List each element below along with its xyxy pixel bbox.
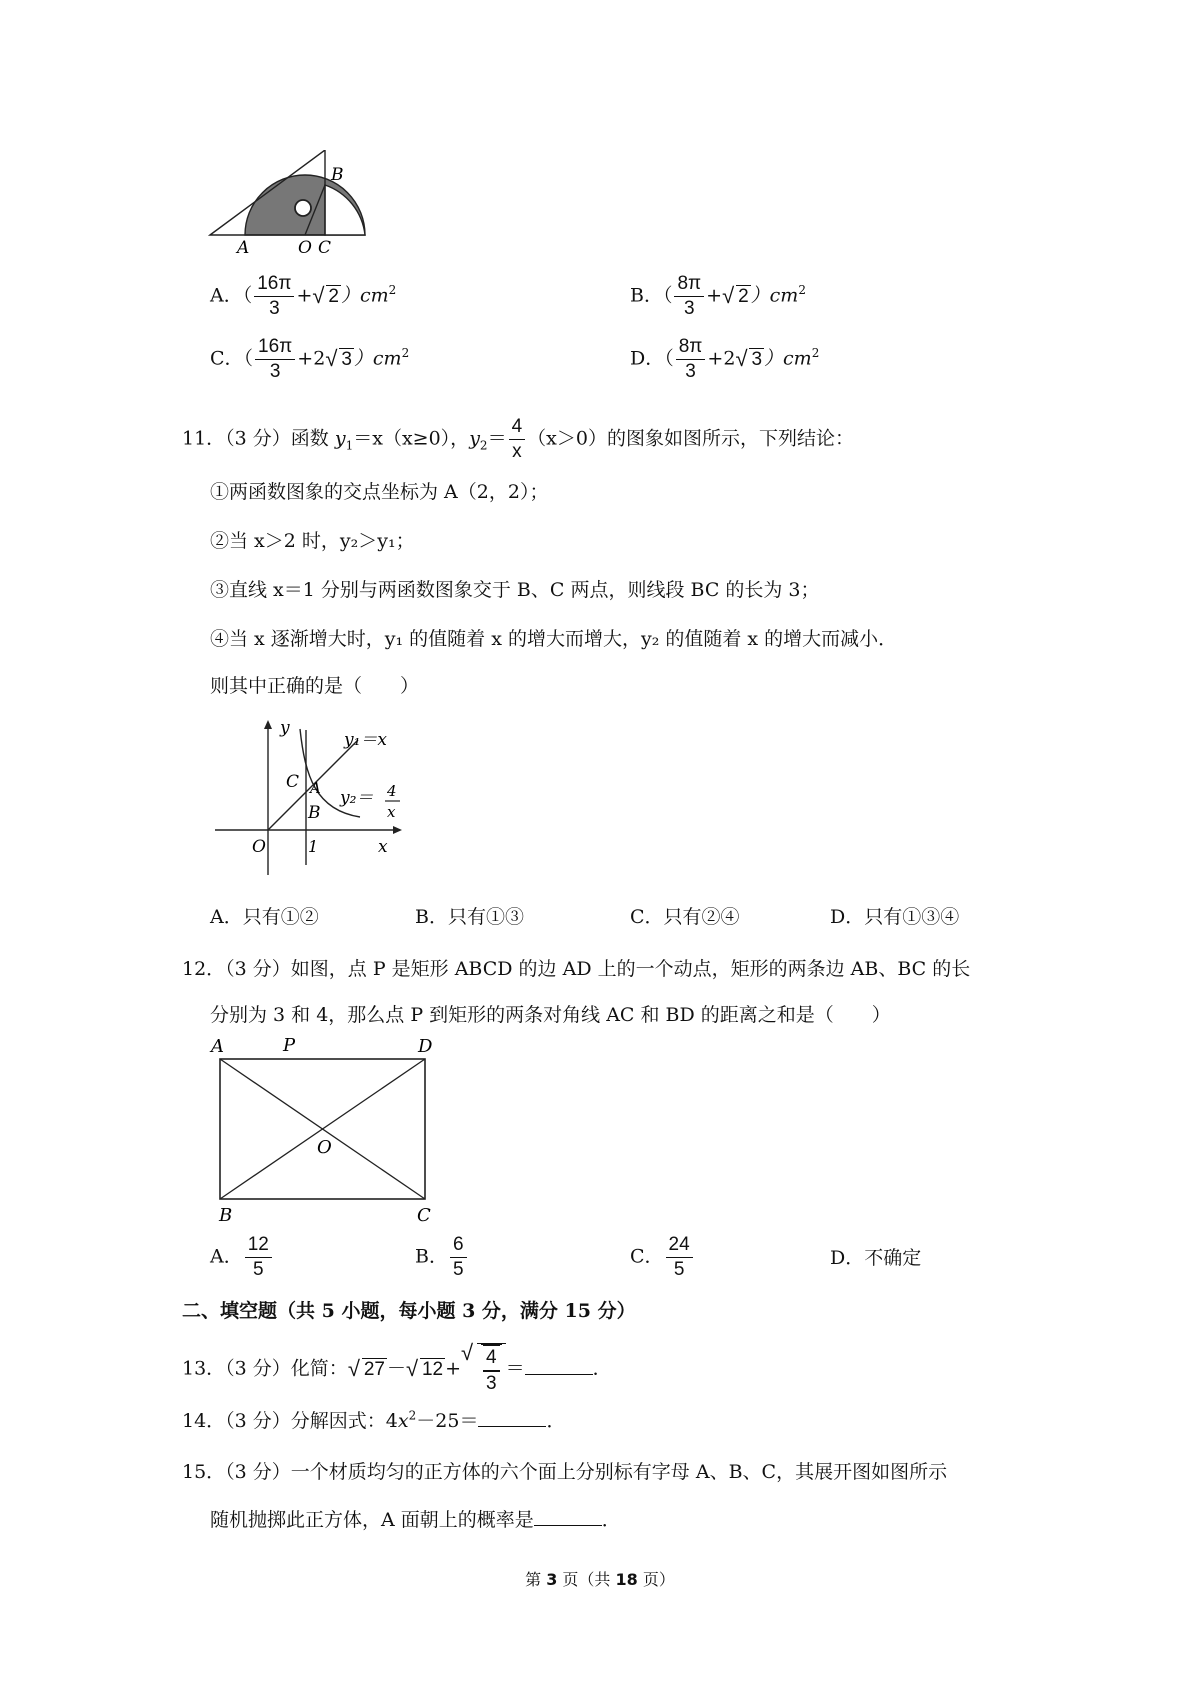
- q11-option-a[interactable]: A．只有①②: [210, 906, 319, 928]
- y-axis-arrow: [264, 720, 272, 729]
- minus-sign: －: [386, 1357, 406, 1380]
- q14-end: ．: [546, 1410, 566, 1432]
- option-letter: C．（: [210, 347, 254, 370]
- label-p: P: [283, 1035, 296, 1056]
- q11-statement-2: ②当 x＞2 时，y₂＞y₁；: [210, 530, 415, 552]
- sqrt: [406, 1359, 445, 1381]
- fraction-numerator: 24: [666, 1233, 693, 1258]
- plus-sign: +: [296, 284, 313, 307]
- q11-stem-prefix: 11．（3 分）函数: [182, 427, 335, 450]
- fraction: [674, 272, 704, 321]
- section-heading: 二、填空题（共 5 小题，每小题 3 分，满分 15 分）: [182, 1300, 636, 1322]
- plus-sign: +: [706, 284, 723, 307]
- q10-label-b: B: [331, 165, 344, 185]
- q14-var: x: [397, 1410, 409, 1432]
- label-x: x: [378, 837, 388, 857]
- q11-stem-mid: ＝x（x≥0），: [353, 427, 470, 450]
- option-letter: D．（: [630, 347, 674, 370]
- sqrt: [735, 349, 764, 371]
- option-letter: B．: [415, 1245, 448, 1268]
- fraction-numerator: 8π: [674, 272, 704, 297]
- plus-sign: +: [445, 1357, 462, 1380]
- q13-answer-blank[interactable]: [525, 1356, 593, 1375]
- q11-y1-var: y: [334, 427, 346, 450]
- q15-end: ．: [601, 1509, 621, 1531]
- radicand: 3: [751, 348, 763, 370]
- radicand: 27: [363, 1358, 385, 1380]
- q11-option-b[interactable]: B．只有①③: [415, 906, 524, 928]
- q11-option-d[interactable]: D．只有①③④: [830, 906, 960, 928]
- label-y: y: [280, 718, 290, 738]
- fraction: [450, 1233, 467, 1282]
- q13-prefix: 13．（3 分）化简：: [182, 1357, 348, 1380]
- fraction-denominator: 3: [684, 298, 695, 319]
- q10-option-b[interactable]: [630, 272, 806, 321]
- fraction-denominator: 5: [253, 1259, 264, 1280]
- unit-exponent: 2: [798, 283, 806, 298]
- q10-option-c[interactable]: [210, 335, 409, 384]
- unit: ）cm: [750, 284, 799, 307]
- q13: [182, 1343, 612, 1396]
- q14-exp: 2: [408, 1408, 417, 1423]
- q15-line2-text: 随机抛掷此正方体，A 面朝上的概率是: [210, 1509, 534, 1531]
- q10-small-circle: [295, 200, 311, 216]
- unit-exponent: 2: [811, 346, 820, 361]
- q10-option-d[interactable]: [630, 335, 819, 384]
- label-a: A: [310, 779, 321, 797]
- q11-stem-suffix: （x＞0）的图象如图所示，下列结论：: [527, 427, 854, 450]
- radicand: 12: [421, 1358, 444, 1380]
- label-b: B: [219, 1205, 233, 1225]
- label-o: O: [317, 1137, 332, 1158]
- fraction: [255, 335, 295, 384]
- label-b: B: [308, 803, 321, 823]
- footer-post: 页）: [637, 1570, 675, 1589]
- q11-stem: 11．（3 分）函数 $y_1=x(x\ge 0)$，$y_2=$ $\frac{4}{x}$ （x＞0）的图象如图所示，下列结论：: [182, 416, 854, 462]
- unit: ）cm: [764, 347, 812, 370]
- unit-exponent: 2: [401, 346, 410, 361]
- q13-end: ．: [592, 1357, 612, 1380]
- sqrt-fraction: [461, 1343, 506, 1396]
- option-letter: B．（: [630, 284, 673, 307]
- sqrt: [312, 286, 341, 308]
- q11-y2-var: y: [469, 427, 480, 450]
- unit-exponent: 2: [388, 283, 397, 298]
- fraction: [666, 1233, 693, 1282]
- fraction-numerator: 16π: [254, 272, 294, 297]
- q10-label-o: O: [298, 238, 312, 255]
- fraction-denominator: 3: [685, 361, 696, 382]
- unit: ）cm: [340, 284, 389, 307]
- q12-option-a[interactable]: [210, 1233, 274, 1282]
- option-letter: A．: [210, 1245, 243, 1268]
- fraction-denominator: 3: [483, 1371, 500, 1396]
- label-y2-num: 4: [387, 782, 397, 800]
- q10-figure: [205, 150, 380, 255]
- sqrt: [722, 286, 751, 308]
- label-c: C: [286, 772, 300, 792]
- q12-stem-line2: 分别为 3 和 4，那么点 P 到矩形的两条对角线 AC 和 BD 的距离之和是（ ）: [210, 1004, 891, 1026]
- unit: ）cm: [353, 347, 402, 370]
- fraction: [254, 272, 294, 321]
- label-one: 1: [308, 837, 319, 856]
- q12-option-c[interactable]: [630, 1233, 695, 1282]
- fraction-numerator: 12: [245, 1233, 272, 1258]
- option-text: 不确定: [864, 1247, 922, 1269]
- q11-fraction: [509, 415, 526, 464]
- fraction: [676, 335, 706, 384]
- q15-line1: 15．（3 分）一个材质均匀的正方体的六个面上分别标有字母 A、B、C，其展开图如图所示: [182, 1461, 948, 1483]
- footer-page-number: 3: [546, 1570, 558, 1589]
- equals-sign: ＝: [505, 1357, 525, 1380]
- fraction-numerator: 4: [509, 415, 526, 440]
- q11-question: 则其中正确的是（ ）: [210, 675, 420, 697]
- fraction: [245, 1233, 272, 1282]
- radicand: 3: [341, 348, 352, 370]
- fraction-numerator: 8π: [676, 335, 706, 360]
- q11-stem-eq: ＝: [487, 427, 507, 450]
- fraction-denominator: 3: [269, 298, 280, 319]
- q14: [182, 1406, 565, 1433]
- radicand: 2: [328, 285, 339, 307]
- option-letter: D．: [830, 1247, 865, 1269]
- footer-mid: 页（共: [557, 1570, 616, 1589]
- fraction-denominator: 3: [269, 361, 281, 382]
- q12-stem-line1: 12．（3 分）如图，点 P 是矩形 ABCD 的边 AD 上的一个动点，矩形的两条边 AB、BC 的长: [182, 958, 971, 980]
- label-c: C: [417, 1205, 431, 1225]
- fraction-numerator: 6: [450, 1233, 467, 1258]
- option-letter: A．（: [210, 284, 253, 307]
- radicand: [477, 1343, 506, 1396]
- fraction-denominator: 5: [452, 1259, 464, 1280]
- q12-option-d[interactable]: [830, 1243, 921, 1270]
- option-letter: C．: [630, 1245, 664, 1268]
- q15-line2: [210, 1505, 621, 1532]
- q10-option-a[interactable]: [210, 272, 396, 321]
- coefficient: 2: [723, 347, 736, 370]
- fraction-denominator: 5: [673, 1259, 685, 1280]
- q12-option-b[interactable]: [415, 1233, 469, 1282]
- sqrt: [348, 1359, 387, 1381]
- x-axis-arrow: [393, 826, 402, 834]
- q14-prefix: 14．（3 分）分解因式：4: [182, 1410, 398, 1432]
- q12-figure: [205, 1035, 445, 1225]
- fraction-numerator: √ 4: [483, 1345, 500, 1371]
- q15-answer-blank[interactable]: [534, 1507, 602, 1526]
- label-o: O: [252, 837, 266, 857]
- label-y2-den: x: [387, 803, 396, 821]
- sqrt: [325, 349, 354, 371]
- footer-total-pages: 18: [615, 1570, 638, 1589]
- coefficient: 2: [313, 347, 326, 370]
- footer-pre: 第: [525, 1570, 547, 1589]
- fraction: [481, 1344, 502, 1396]
- q10-label-a: A: [237, 238, 250, 255]
- q11-option-c[interactable]: C．只有②④: [630, 906, 740, 928]
- radicand: 2: [738, 285, 749, 307]
- q11-statement-1: ①两函数图象的交点坐标为 A（2，2）；: [210, 481, 549, 503]
- q11-graph: [210, 715, 410, 880]
- fraction-numerator: 16π: [255, 335, 295, 360]
- q10-label-c: C: [318, 238, 332, 255]
- fraction-denominator: x: [512, 441, 522, 462]
- label-a: A: [211, 1036, 224, 1057]
- label-y1-eq: y₁＝x: [344, 730, 388, 750]
- plus-sign: +: [297, 347, 314, 370]
- page-footer: [0, 1567, 1200, 1590]
- label-y2-eq: y₂＝: [340, 788, 374, 808]
- q11-statement-4: ④当 x 逐渐增大时，y₁ 的值随着 x 的增大而增大，y₂ 的值随着 x 的增大而减小．: [210, 628, 898, 650]
- q14-answer-blank[interactable]: [478, 1408, 546, 1427]
- q14-rest: －25＝: [416, 1410, 479, 1432]
- label-d: D: [418, 1036, 433, 1057]
- plus-sign: +: [707, 347, 724, 370]
- q11-statement-3: ③直线 x＝1 分别与两函数图象交于 B、C 两点，则线段 BC 的长为 3；: [210, 579, 820, 601]
